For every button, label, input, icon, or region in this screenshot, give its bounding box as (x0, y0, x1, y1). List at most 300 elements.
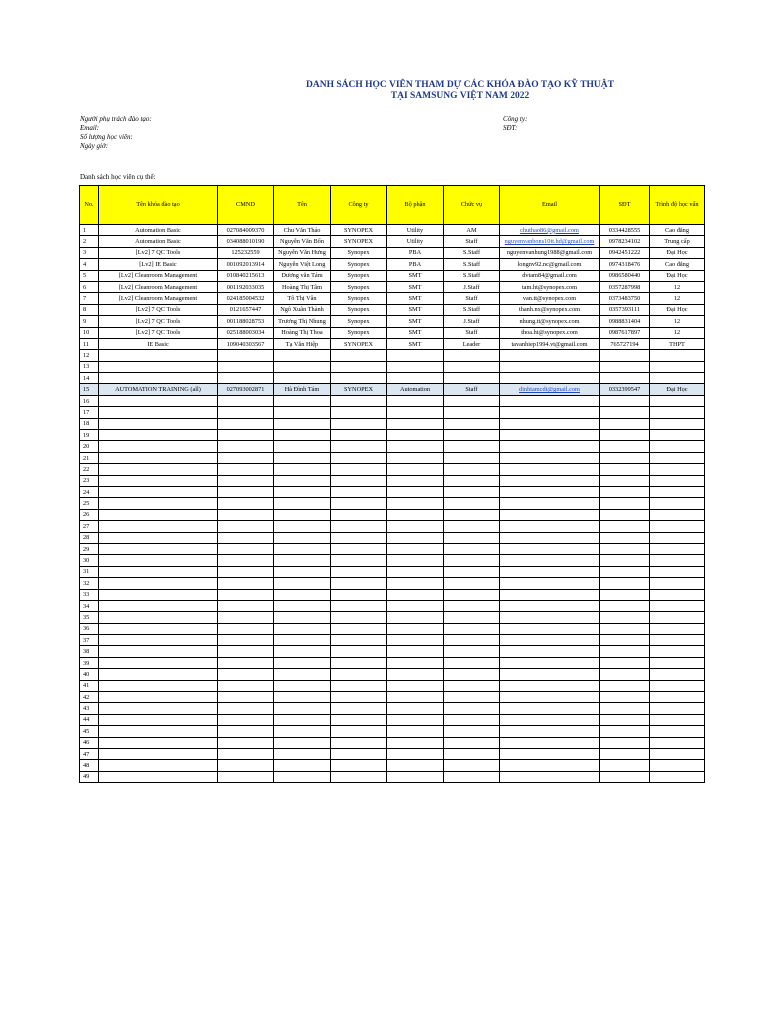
cell-no: 47 (80, 748, 99, 759)
cell-id (218, 646, 274, 657)
cell-company (331, 657, 387, 668)
cell-no: 1 (80, 225, 99, 236)
cell-education (650, 623, 705, 634)
cell-email (500, 726, 600, 737)
cell-email (500, 771, 600, 782)
cell-company: SYNOPEX (331, 338, 387, 349)
cell-department (387, 452, 444, 463)
cell-phone: 765727194 (600, 338, 650, 349)
cell-position: S.Staff (444, 247, 500, 258)
info-left-block (80, 115, 152, 151)
cell-education: Đại Học (650, 247, 705, 258)
cell-course (99, 657, 218, 668)
cell-course: Automation Basic (99, 236, 218, 247)
cell-phone (600, 361, 650, 372)
cell-company (331, 578, 387, 589)
table-row (80, 635, 705, 646)
cell-no: 42 (80, 692, 99, 703)
table-row (80, 247, 705, 258)
cell-position: S.Staff (444, 270, 500, 281)
cell-id: 027084009370 (218, 225, 274, 236)
email-label: Email: (80, 124, 100, 132)
cell-department (387, 566, 444, 577)
cell-company (331, 464, 387, 475)
cell-position (444, 703, 500, 714)
cell-company (331, 452, 387, 463)
cell-id: 001188028753 (218, 316, 274, 327)
cell-id (218, 623, 274, 634)
cell-no: 13 (80, 361, 99, 372)
cell-course (99, 589, 218, 600)
table-row (80, 407, 705, 418)
cell-position (444, 373, 500, 384)
cell-no: 14 (80, 373, 99, 384)
cell-course (99, 680, 218, 691)
table-row (80, 600, 705, 611)
cell-id (218, 600, 274, 611)
cell-education (650, 418, 705, 429)
cell-id: 025188003034 (218, 327, 274, 338)
cell-department (387, 475, 444, 486)
cell-email (500, 464, 600, 475)
cell-position (444, 714, 500, 725)
cell-department: Automation (387, 384, 444, 395)
cell-id (218, 430, 274, 441)
cell-position (444, 578, 500, 589)
cell-no: 12 (80, 350, 99, 361)
cell-id (218, 555, 274, 566)
cell-id (218, 714, 274, 725)
cell-company: Synopex (331, 293, 387, 304)
cell-name: Nguyễn Việt Long (274, 259, 331, 270)
cell-department (387, 350, 444, 361)
cell-company (331, 726, 387, 737)
table-row (80, 646, 705, 657)
cell-course (99, 464, 218, 475)
table-row (80, 304, 705, 315)
header-id: CMND (218, 186, 274, 225)
cell-email (500, 623, 600, 634)
cell-no: 18 (80, 418, 99, 429)
table-row (80, 521, 705, 532)
cell-no: 32 (80, 578, 99, 589)
cell-education: Cao đẳng (650, 225, 705, 236)
cell-id (218, 578, 274, 589)
cell-company (331, 441, 387, 452)
cell-id (218, 771, 274, 782)
cell-position (444, 532, 500, 543)
cell-department (387, 578, 444, 589)
cell-phone (600, 760, 650, 771)
header-company: Công ty (331, 186, 387, 225)
cell-course: [Lv2] 7 QC Tools (99, 247, 218, 258)
cell-position (444, 441, 500, 452)
cell-name (274, 486, 331, 497)
cell-education (650, 430, 705, 441)
cell-phone (600, 350, 650, 361)
cell-name (274, 600, 331, 611)
table-row (80, 418, 705, 429)
cell-department (387, 692, 444, 703)
cell-education (650, 635, 705, 646)
cell-company: SYNOPEX (331, 236, 387, 247)
cell-email (500, 543, 600, 554)
cell-education (650, 578, 705, 589)
cell-company: Synopex (331, 247, 387, 258)
cell-no: 4 (80, 259, 99, 270)
cell-email (500, 395, 600, 406)
cell-no: 33 (80, 589, 99, 600)
cell-no: 3 (80, 247, 99, 258)
cell-course (99, 566, 218, 577)
cell-department (387, 703, 444, 714)
cell-email[interactable]: nguyenvanbons10tt.hd@gmail.com (500, 236, 600, 247)
cell-phone (600, 646, 650, 657)
cell-name: Hoàng Thị Thoa (274, 327, 331, 338)
cell-id (218, 361, 274, 372)
cell-course (99, 600, 218, 611)
cell-education (650, 714, 705, 725)
cell-phone: 0332399547 (600, 384, 650, 395)
cell-company (331, 600, 387, 611)
table-row (80, 498, 705, 509)
cell-course (99, 498, 218, 509)
table-row (80, 509, 705, 520)
cell-name (274, 361, 331, 372)
table-row (80, 464, 705, 475)
cell-id (218, 532, 274, 543)
table-row (80, 281, 705, 292)
cell-no: 5 (80, 270, 99, 281)
cell-id (218, 475, 274, 486)
cell-education (650, 543, 705, 554)
cell-position (444, 635, 500, 646)
cell-position: Staff (444, 236, 500, 247)
cell-phone (600, 464, 650, 475)
cell-department: SMT (387, 338, 444, 349)
cell-course (99, 475, 218, 486)
cell-name (274, 760, 331, 771)
cell-education (650, 441, 705, 452)
table-row (80, 441, 705, 452)
header-phone: SĐT (600, 186, 650, 225)
cell-position (444, 657, 500, 668)
cell-name (274, 543, 331, 554)
table-row (80, 225, 705, 236)
table-row (80, 703, 705, 714)
cell-id (218, 612, 274, 623)
cell-phone (600, 635, 650, 646)
cell-education (650, 646, 705, 657)
cell-position (444, 486, 500, 497)
cell-id (218, 452, 274, 463)
cell-department (387, 498, 444, 509)
cell-course: [Lv2] 7 QC Tools (99, 327, 218, 338)
cell-id: 010840215613 (218, 270, 274, 281)
cell-id (218, 543, 274, 554)
cell-phone: 0986580440 (600, 270, 650, 281)
cell-phone: 0978234102 (600, 236, 650, 247)
trainer-label: Người phụ trách đào tạo: (80, 115, 152, 123)
table-row (80, 350, 705, 361)
cell-name (274, 646, 331, 657)
cell-no: 30 (80, 555, 99, 566)
cell-id (218, 407, 274, 418)
cell-phone (600, 509, 650, 520)
cell-id (218, 498, 274, 509)
cell-course: Automation Basic (99, 225, 218, 236)
cell-company (331, 430, 387, 441)
cell-company (331, 373, 387, 384)
cell-company (331, 361, 387, 372)
cell-no: 26 (80, 509, 99, 520)
cell-education (650, 657, 705, 668)
cell-position (444, 737, 500, 748)
cell-phone (600, 623, 650, 634)
cell-no: 46 (80, 737, 99, 748)
cell-position: S.Staff (444, 304, 500, 315)
cell-no: 29 (80, 543, 99, 554)
cell-company: Synopex (331, 327, 387, 338)
cell-no: 37 (80, 635, 99, 646)
cell-name (274, 532, 331, 543)
cell-phone (600, 555, 650, 566)
trainee-table (79, 185, 705, 783)
cell-name (274, 464, 331, 475)
cell-department: SMT (387, 327, 444, 338)
cell-position (444, 680, 500, 691)
cell-education (650, 555, 705, 566)
cell-no: 39 (80, 657, 99, 668)
cell-phone (600, 692, 650, 703)
cell-position (444, 430, 500, 441)
cell-phone (600, 612, 650, 623)
cell-name (274, 623, 331, 634)
cell-name (274, 441, 331, 452)
table-row (80, 680, 705, 691)
header-department: Bộ phận (387, 186, 444, 225)
cell-education (650, 600, 705, 611)
table-row (80, 338, 705, 349)
cell-department (387, 430, 444, 441)
cell-name: Tạ Văn Hiệp (274, 338, 331, 349)
cell-department: PBA (387, 259, 444, 270)
cell-id (218, 669, 274, 680)
cell-phone (600, 726, 650, 737)
cell-email (500, 703, 600, 714)
cell-position (444, 600, 500, 611)
cell-no: 41 (80, 680, 99, 691)
header-row (80, 186, 705, 225)
cell-email[interactable]: chuthao86@gmail.com (500, 225, 600, 236)
cell-id (218, 680, 274, 691)
cell-department: PBA (387, 247, 444, 258)
cell-position (444, 669, 500, 680)
cell-email (500, 657, 600, 668)
cell-education: Đại Học (650, 304, 705, 315)
cell-name (274, 669, 331, 680)
cell-position: Staff (444, 327, 500, 338)
cell-no: 35 (80, 612, 99, 623)
cell-no: 2 (80, 236, 99, 247)
cell-email: dvtam84@gmail.com (500, 270, 600, 281)
cell-name (274, 726, 331, 737)
cell-id (218, 748, 274, 759)
cell-name (274, 692, 331, 703)
table-row (80, 657, 705, 668)
cell-name: Nguyễn Văn Hưng (274, 247, 331, 258)
cell-email (500, 430, 600, 441)
cell-education (650, 475, 705, 486)
table-body (80, 225, 705, 783)
cell-name (274, 714, 331, 725)
cell-company (331, 612, 387, 623)
cell-position (444, 498, 500, 509)
cell-position: J.Staff (444, 316, 500, 327)
header-education: Trình độ học vấn (650, 186, 705, 225)
cell-company (331, 509, 387, 520)
cell-id (218, 589, 274, 600)
table-row (80, 760, 705, 771)
cell-position (444, 726, 500, 737)
cell-no: 43 (80, 703, 99, 714)
cell-education (650, 692, 705, 703)
cell-position (444, 760, 500, 771)
table-row (80, 452, 705, 463)
cell-position (444, 555, 500, 566)
cell-name (274, 430, 331, 441)
cell-course (99, 361, 218, 372)
cell-phone (600, 669, 650, 680)
cell-email (500, 486, 600, 497)
cell-company (331, 771, 387, 782)
cell-course (99, 509, 218, 520)
cell-no: 21 (80, 452, 99, 463)
cell-phone (600, 680, 650, 691)
phone-label: SĐT: (503, 124, 518, 132)
cell-name (274, 566, 331, 577)
cell-phone: 0334428555 (600, 225, 650, 236)
cell-email: tam.ht@synopex.com (500, 281, 600, 292)
cell-name (274, 395, 331, 406)
cell-course (99, 373, 218, 384)
cell-email (500, 669, 600, 680)
cell-id (218, 464, 274, 475)
table-row (80, 373, 705, 384)
cell-name (274, 498, 331, 509)
cell-name (274, 635, 331, 646)
cell-company (331, 498, 387, 509)
cell-position (444, 566, 500, 577)
cell-company (331, 418, 387, 429)
cell-phone (600, 373, 650, 384)
cell-department (387, 748, 444, 759)
cell-no: 25 (80, 498, 99, 509)
cell-no: 15 (80, 384, 99, 395)
cell-company (331, 407, 387, 418)
table-row (80, 293, 705, 304)
cell-id (218, 566, 274, 577)
cell-name (274, 350, 331, 361)
cell-no: 22 (80, 464, 99, 475)
cell-course (99, 737, 218, 748)
cell-position (444, 612, 500, 623)
cell-education: Cao đẳng (650, 259, 705, 270)
cell-email: longnv92.nc@gmail.com (500, 259, 600, 270)
cell-course: [Lv2] Cleanroom Management (99, 293, 218, 304)
cell-no: 24 (80, 486, 99, 497)
cell-department (387, 657, 444, 668)
cell-id: 034088010190 (218, 236, 274, 247)
cell-course: [Lv2] Cleanroom Management (99, 281, 218, 292)
cell-company (331, 566, 387, 577)
cell-phone (600, 589, 650, 600)
cell-phone (600, 430, 650, 441)
cell-department (387, 623, 444, 634)
cell-department (387, 589, 444, 600)
cell-education: THPT (650, 338, 705, 349)
cell-position (444, 452, 500, 463)
cell-id (218, 692, 274, 703)
cell-email (500, 407, 600, 418)
table-row (80, 623, 705, 634)
cell-course (99, 669, 218, 680)
cell-course: AUTOMATION TRAINING (all) (99, 384, 218, 395)
cell-email: tavanhiep1994.vt@gmail.com (500, 338, 600, 349)
cell-id (218, 486, 274, 497)
cell-phone (600, 657, 650, 668)
cell-email (500, 635, 600, 646)
cell-course (99, 407, 218, 418)
cell-name (274, 748, 331, 759)
cell-position (444, 543, 500, 554)
cell-email (500, 418, 600, 429)
cell-course (99, 760, 218, 771)
cell-company (331, 543, 387, 554)
cell-company (331, 589, 387, 600)
cell-department: SMT (387, 270, 444, 281)
cell-department (387, 646, 444, 657)
cell-email (500, 612, 600, 623)
cell-education (650, 509, 705, 520)
table-row (80, 486, 705, 497)
cell-position: J.Staff (444, 281, 500, 292)
table-row (80, 578, 705, 589)
table-row (80, 316, 705, 327)
cell-email (500, 566, 600, 577)
cell-id (218, 760, 274, 771)
cell-education (650, 486, 705, 497)
cell-education (650, 395, 705, 406)
cell-education (650, 521, 705, 532)
cell-email[interactable]: dinhtamcdt@gmail.com (500, 384, 600, 395)
cell-education (650, 532, 705, 543)
cell-name (274, 589, 331, 600)
cell-course (99, 726, 218, 737)
cell-phone: 0988831404 (600, 316, 650, 327)
cell-education (650, 669, 705, 680)
cell-no: 28 (80, 532, 99, 543)
cell-education: Trung cấp (650, 236, 705, 247)
cell-email (500, 737, 600, 748)
cell-id (218, 418, 274, 429)
header-no: No. (80, 186, 99, 225)
cell-education (650, 350, 705, 361)
cell-name: Tô Thị Vân (274, 293, 331, 304)
cell-position: S.Staff (444, 259, 500, 270)
cell-no: 36 (80, 623, 99, 634)
cell-company: Synopex (331, 281, 387, 292)
